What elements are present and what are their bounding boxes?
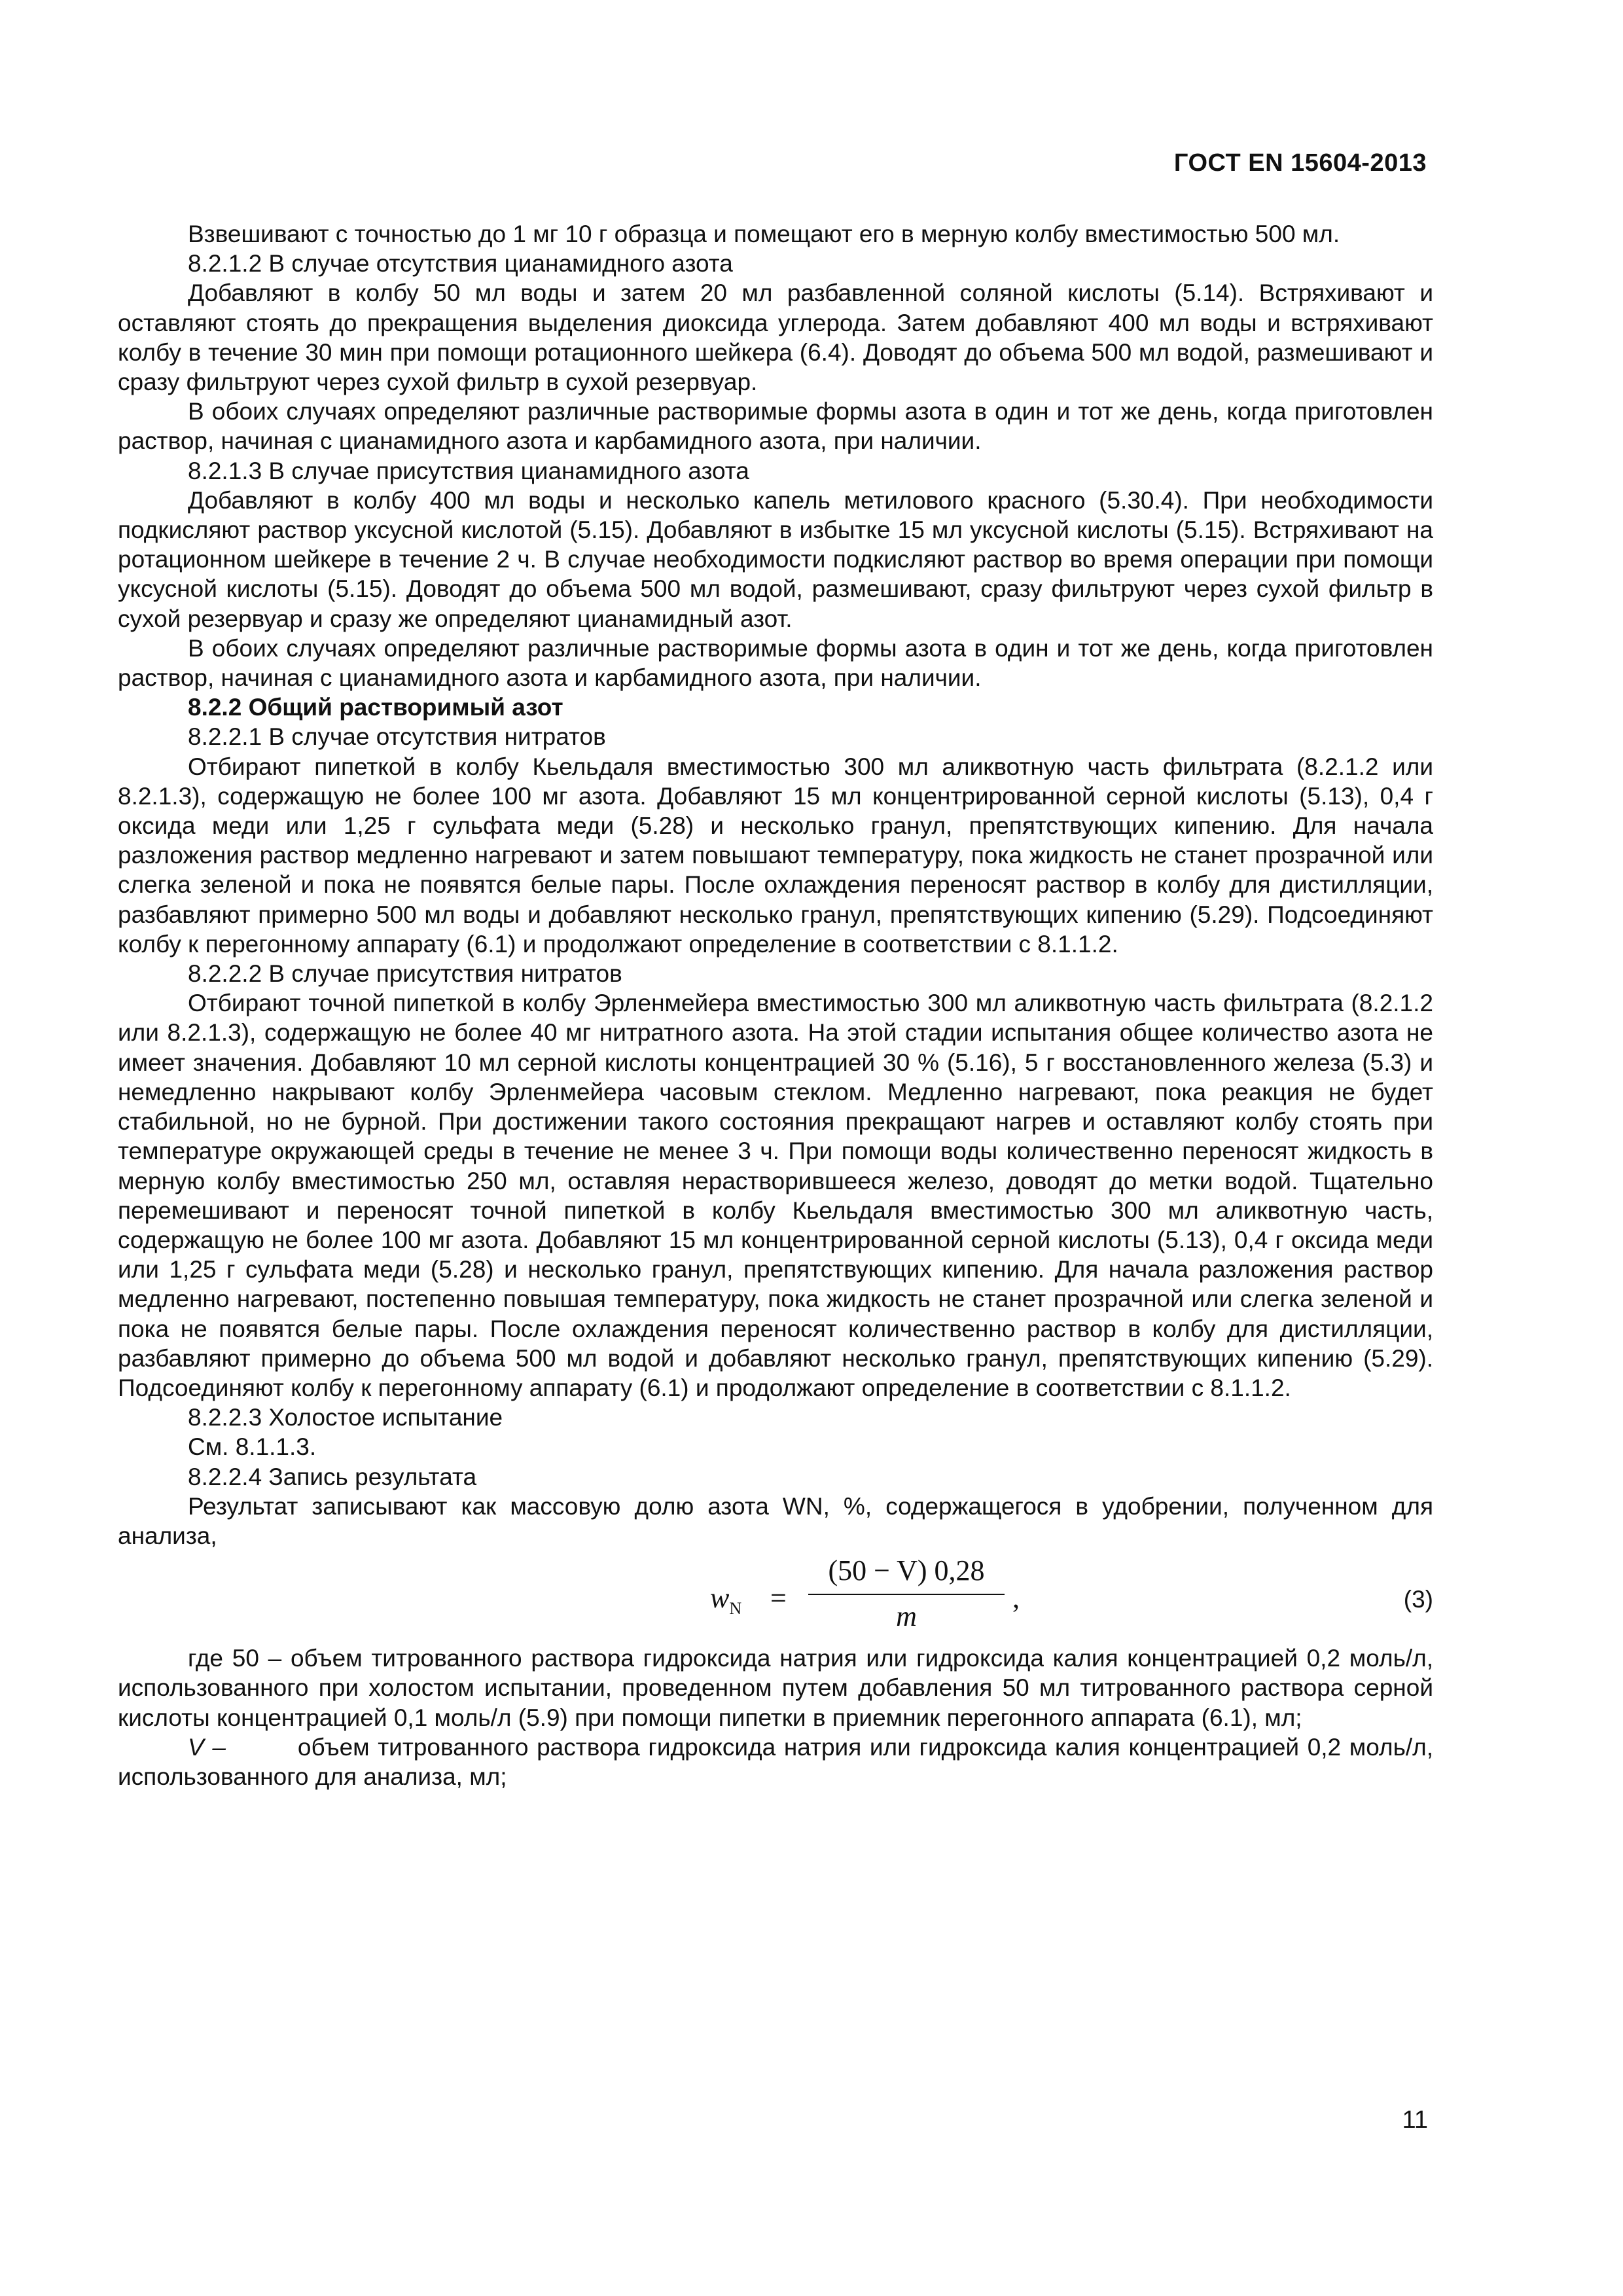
paragraph: Отбирают пипеткой в колбу Кьельдаля вместимостью 300 мл аликвотную часть фильтрата (8.2.1.2 или 8.2.1.3), содержащую не более 100 мг азота. Добавляют 15 мл концентрированной серной кислоты (5.13), 0,4 г оксида меди или 1,25 г сульфата меди (5.28) и несколько гранул, препятствующих кипению. Для начала разложения раствор медленно нагревают и затем повышают температуру, пока жидкость не станет прозрачной или слегка зеленой и пока не появятся белые пары. После охлаждения переносят раствор в колбу для дистилляции, разбавляют примерно 500 мл воды и добавляют несколько гранул, препятствующих кипению (5.29). Подсоединяют колбу к перегонному аппарату (6.1) и продолжают определение в соответствии с 8.1.1.2. bbox=[118, 753, 1433, 958]
definition-v bbox=[118, 1732, 1433, 1791]
subsection-title: 8.2.2.1 В случае отсутствия нитратов bbox=[188, 723, 606, 751]
paragraph: Взвешивают с точностью до 1 мг 10 г образца и помещают его в мерную колбу вместимостью 500 мл. bbox=[188, 221, 1340, 247]
formula-comma: , bbox=[1012, 1582, 1020, 1615]
formula-equals: = bbox=[770, 1582, 787, 1615]
paragraph: Добавляют в колбу 50 мл воды и затем 20 мл разбавленной соляной кислоты (5.14). Встряхивают и оставляют стоять до прекращения выделения диоксида углерода. Затем добавляют 400 мл воды и встряхивают колбу в течение 30 мин при помощи ротационного шейкера (6.4). Доводят до объема 500 мл водой, размешивают и сразу фильтруют через сухой фильтр в сухой резервуар. bbox=[118, 279, 1433, 396]
document-body bbox=[118, 219, 1433, 1791]
definition-50: где 50 – объем титрованного раствора гидроксида натрия или гидроксида калия концентрацией 0,2 моль/л, использованного при холостом испытании, проведенном путем добавления 50 мл титрованного раствора серной кислоты концентрацией 0,1 моль/л (5.9) при помощи пипетки в приемник перегонного аппарата (6.1), мл; bbox=[118, 1645, 1433, 1731]
page-number: 11 bbox=[1402, 2106, 1428, 2134]
paragraph: В обоих случаях определяют различные растворимые формы азота в один и тот же день, когда приготовлен раствор, начиная с цианамидного азота и карбамидного азота, при наличии. bbox=[118, 398, 1433, 455]
definition-v-symbol: V – bbox=[188, 1733, 226, 1761]
paragraph: В обоих случаях определяют различные растворимые формы азота в один и тот же день, когда приготовлен раствор, начиная с цианамидного азота и карбамидного азота, при наличии. bbox=[118, 634, 1433, 692]
formula-lhs-subscript: N bbox=[729, 1598, 742, 1618]
definition-v-text: объем титрованного раствора гидроксида натрия или гидроксида калия концентрацией 0,2 моль/л, использованного для анализа, мл; bbox=[118, 1733, 1433, 1790]
formula bbox=[710, 1552, 1077, 1643]
formula-line bbox=[118, 1552, 1433, 1643]
subsection-title: 8.2.2.2 В случае присутствия нитратов bbox=[188, 960, 622, 988]
formula-lhs-symbol: w bbox=[710, 1582, 730, 1615]
formula-lhs bbox=[710, 1583, 741, 1623]
subsection-title: 8.2.1.2 В случае отсутствия цианамидного азота bbox=[188, 250, 733, 278]
paragraph: См. 8.1.1.3. bbox=[188, 1433, 317, 1461]
subsection-title: 8.2.1.3 В случае присутствия цианамидного азота bbox=[188, 457, 749, 484]
formula-fraction bbox=[808, 1552, 1005, 1636]
equation-number: (3) bbox=[1403, 1586, 1433, 1613]
paragraph: Добавляют в колбу 400 мл воды и несколько капель метилового красного (5.30.4). При необходимости подкисляют раствор уксусной кислотой (5.15). Добавляют в избытке 15 мл уксусной кислоты (5.15). Встряхивают на ротационном шейкере в течение 2 ч. В случае необходимости подкисляют раствор во время операции при помощи уксусной кислоты (5.15). Доводят до объема 500 мл водой, размешивают, сразу фильтруют через сухой фильтр в сухой резервуар и сразу же определяют цианамидный азот. bbox=[118, 486, 1433, 632]
formula-numerator: (50 − V) 0,28 bbox=[828, 1554, 985, 1587]
paragraph: Отбирают точной пипеткой в колбу Эрленмейера вместимостью 300 мл аликвотную часть фильтрата (8.2.1.2 или 8.2.1.3), содержащую не более 40 мг нитратного азота. На этой стадии испытания общее количество азота не имеет значения. Добавляют 10 мл серной кислоты концентрацией 30 % (5.16), 5 г восстановленного железа (5.3) и немедленно накрывают колбу Эрленмейера часовым стеклом. Медленно нагревают, пока реакция не будет стабильной, но не бурной. При достижении такого состояния прекращают нагрев и оставляют колбу стоять при температуре окружающей среды в течение не менее 3 ч. При помощи воды количественно переносят жидкость в мерную колбу вместимостью 250 мл, оставляя нерастворившееся железо, доводят до метки водой. Тщательно перемешивают и переносят точной пипеткой в колбу Кьельдаля вместимостью 300 мл аликвотную часть, содержащую не более 100 мг азота. Добавляют 15 мл концентрированной серной кислоты (5.13), 0,4 г оксида меди или 1,25 г сульфата меди (5.28) и несколько гранул, препятствующих кипению. Для начала разложения раствор медленно нагревают, постепенно повышая температуру, пока жидкость не станет прозрачной или слегка зеленой и пока не появятся белые пары. После охлаждения переносят количественно раствор в колбу для дистилляции, разбавляют примерно до объема 500 мл водой и добавляют несколько гранул, препятствующих кипению (5.29). Подсоединяют колбу к перегонному аппарату (6.1) и продолжают определение в соответствии с 8.1.1.2. bbox=[118, 990, 1433, 1401]
formula-denominator: m bbox=[896, 1600, 917, 1633]
section-heading: 8.2.2 Общий растворимый азот bbox=[188, 694, 563, 721]
subsection-title: 8.2.2.3 Холостое испытание bbox=[188, 1404, 503, 1431]
document-header-code: ГОСТ EN 15604-2013 bbox=[1173, 149, 1427, 177]
subsection-title: 8.2.2.4 Запись результата bbox=[188, 1463, 477, 1490]
paragraph: Результат записывают как массовую долю азота WN, %, содержащегося в удобрении, полученном для анализа, bbox=[118, 1492, 1433, 1549]
fraction-bar bbox=[808, 1594, 1005, 1595]
